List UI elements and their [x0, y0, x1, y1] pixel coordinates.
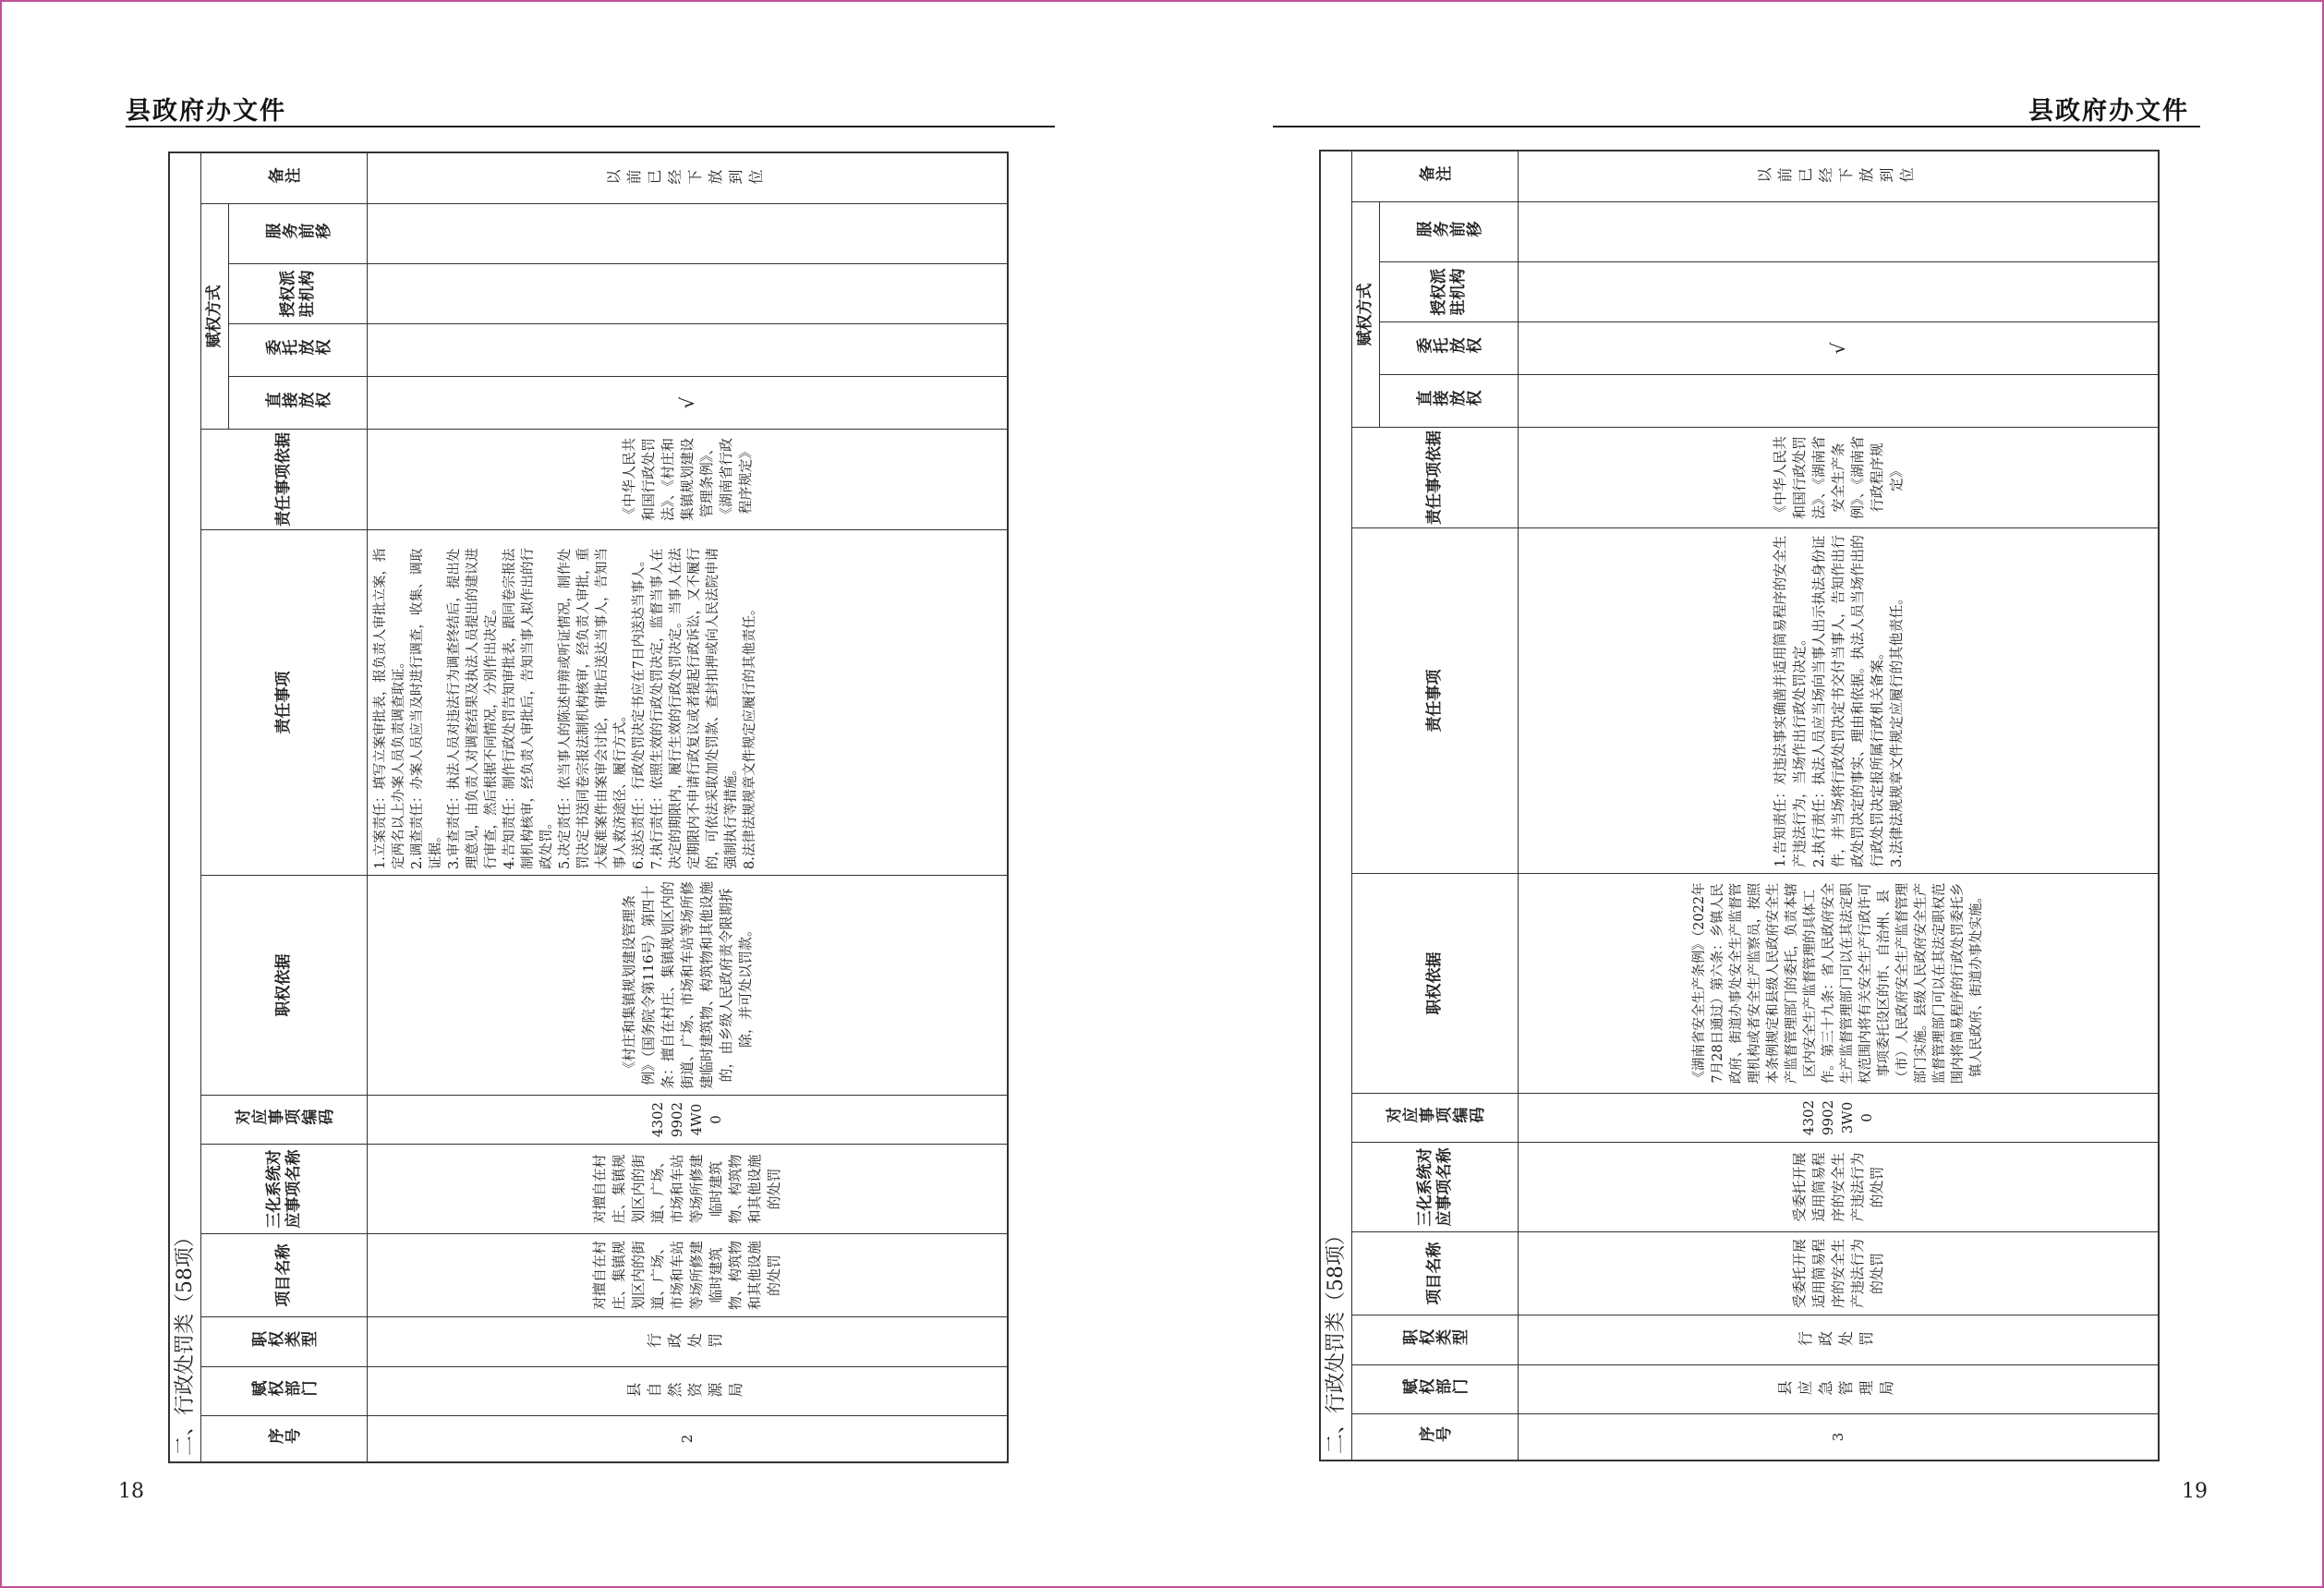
- row-mode-auth: [1519, 261, 2158, 321]
- left-header-rule: [126, 126, 1055, 127]
- col-header-mode-auth: 授权派驻机构: [1380, 261, 1519, 321]
- col-header-remark: 备注: [201, 153, 368, 203]
- row-resp: 1.立案责任：填写立案审批表，报负责人审批立案，指定两名以上办案人员负责调查取证。 2.调查责任：办案人员应当及时进行调查，收集、调取证据。 3.审查责任：执法人员对违法行为调查终结后，提出处理意见，由负责人对调查结果及执法人员提出的建议进行审查，然后根据不同情况，分别作出决定。 4.告知责任：制作行政处罚告知审批表，跟同卷宗报法制机构核审，经负责人审批后，告知当事人拟作出的行政处罚。 5.决定责任：依当事人的陈述申辩或听证情况，制作处罚决定书送同卷宗报法制机构核审，经负责人审批，重大疑难案件由案审会讨论，审批后送达当事人，告知当事人救济途径、履行方式。 6.送达责任：行政处罚决定书应在7日内送达当事人。 7.执行责任：依照生效的行政处罚决定，监督当事人在决定的期限内，履行生效的行政处罚决定。当事人在法定期限内不申请行政复议或者提起行政诉讼，又不履行的，可依法采取加处罚款、查封扣押或向人民法院申请强制执行等措施。 8.法律法规规章文件规定应履行的其他责任。: [368, 529, 1007, 875]
- col-header-name: 项目名称: [1352, 1231, 1519, 1315]
- col-header-code: 对应事项编码: [201, 1095, 368, 1144]
- row-mode-service: [1519, 201, 2158, 261]
- row-mode-direct: [1519, 374, 2158, 427]
- col-header-sys: 三化系统对应事项名称: [201, 1144, 368, 1233]
- row-mode-auth: [368, 263, 1007, 323]
- left-header-title: 县政府办文件: [126, 97, 286, 126]
- row-type: 行政处罚: [1519, 1315, 2158, 1364]
- col-header-mode-direct: 直接放权: [1380, 374, 1519, 427]
- col-header-dept: 赋权部门: [1352, 1364, 1519, 1413]
- row-resp-basis: 《中华人民共和国行政处罚法》、《湖南省安全生产条例》、《湖南省行政程序规定》: [1519, 427, 2158, 527]
- col-header-name: 项目名称: [201, 1233, 368, 1316]
- right-page-number: 19: [2182, 1480, 2208, 1503]
- row-seq: 2: [368, 1415, 1007, 1461]
- col-header-remark: 备注: [1352, 152, 1519, 201]
- col-header-mode-direct: 直接放权: [229, 376, 368, 429]
- left-table: [168, 152, 1009, 1463]
- col-header-mode-service: 服务前移: [229, 203, 368, 263]
- row-sys: 对擅自在村庄、集镇规划区内的街道、广场、市场和车站等场所修建临时建筑物、构筑物和其他设施的处罚: [368, 1144, 1007, 1233]
- left-page-number: 18: [118, 1480, 144, 1503]
- col-header-resp: 责任事项: [201, 529, 368, 875]
- col-header-mode-service: 服务前移: [1380, 201, 1519, 261]
- col-header-sys: 三化系统对应事项名称: [1352, 1142, 1519, 1231]
- col-header-seq: 序号: [201, 1415, 368, 1461]
- col-header-type: 职权类型: [201, 1316, 368, 1366]
- col-header-mode-entrust: 委托放权: [229, 323, 368, 376]
- right-table: [1319, 150, 2160, 1461]
- col-header-mode-group: 赋权方式: [201, 203, 229, 429]
- right-header-title: 县政府办文件: [2028, 97, 2189, 126]
- col-header-resp-basis: 责任事项依据: [201, 429, 368, 529]
- row-remark: 以前已经下放到位: [606, 169, 769, 187]
- row-sys: 受委托开展适用简易程序的安全生产违法行为的处罚: [1519, 1142, 2158, 1231]
- row-basis: 《湖南省安全生产条例》（2022年7月28日通过）第六条：乡镇人民政府、街道办事处安全生产监督管理机构或者安全生产监察员，按照本条例规定和县级人民政府安全生产监督管理部门的委托，负责本辖区内安全生产监督管理的具体工作。第三十九条：省人民政府安全生产监督管理部门可以在其法定职权范围内将有关安全生产行政许可事项委托设区的市、自治州、县（市）人民政府安全生产监督管理部门实施。县级人民政府安全生产监督管理部门可以在其法定职权范围内将简易程序的行政处罚委托乡镇人民政府、街道办事处实施。: [1519, 873, 2158, 1093]
- row-mode-entrust: [368, 323, 1007, 376]
- row-basis: 《村庄和集镇规划建设管理条例》（国务院令第116号）第四十条：擅自在村庄、集镇规划区内的街道、广场、市场和车站等场所修建临时建筑物、构筑物和其他设施的，由乡级人民政府责令限期拆除，并可处以罚款。: [368, 875, 1007, 1095]
- right-header-rule: [1273, 126, 2200, 127]
- col-header-basis: 职权依据: [201, 875, 368, 1095]
- row-remark: 以前已经下放到位: [1757, 167, 1919, 185]
- row-resp: 1.告知责任：对违法事实确凿并适用简易程序的安全生产违法行为，当场作出行政处罚决定。 2.执行责任：执法人员应当场向当事人出示执法身份证件，并当场将行政处罚决定书交付当事人，告知作出行政处罚决定的事实、理由和依据。执法人员当场作出的行政处罚决定报所属行政机关备案。 3.法律法规规章文件规定应履行的其他责任。: [1519, 527, 2158, 873]
- row-mode-entrust: √: [1519, 321, 2158, 374]
- col-header-basis: 职权依据: [1352, 873, 1519, 1093]
- col-header-type: 职权类型: [1352, 1315, 1519, 1364]
- right-section-title: 二、行政处罚类（58项）: [1321, 152, 1352, 1460]
- row-code: 430299024W00: [368, 1095, 1007, 1144]
- col-header-seq: 序号: [1352, 1413, 1519, 1460]
- row-type: 行政处罚: [368, 1316, 1007, 1366]
- col-header-mode-auth: 授权派驻机构: [229, 263, 368, 323]
- row-name: 受委托开展适用简易程序的安全生产违法行为的处罚: [1519, 1231, 2158, 1315]
- col-header-mode-group: 赋权方式: [1352, 201, 1380, 427]
- row-dept: 县应急管理局: [1519, 1364, 2158, 1413]
- col-header-resp: 责任事项: [1352, 527, 1519, 873]
- col-header-code: 对应事项编码: [1352, 1093, 1519, 1142]
- right-rotated-table: [1319, 150, 2160, 1461]
- row-resp-basis: 《中华人民共和国行政处罚法》、《村庄和集镇规划建设管理条例》、《湖南省行政程序规定》: [368, 429, 1007, 529]
- col-header-resp-basis: 责任事项依据: [1352, 427, 1519, 527]
- row-mode-direct: √: [368, 376, 1007, 429]
- col-header-mode-entrust: 委托放权: [1380, 321, 1519, 374]
- row-name: 对擅自在村庄、集镇规划区内的街道、广场、市场和车站等场所修建临时建筑物、构筑物和其他设施的处罚: [368, 1233, 1007, 1316]
- left-rotated-table: [168, 152, 1009, 1463]
- row-code: 430299023W00: [1519, 1093, 2158, 1142]
- row-dept: 县自然资源局: [368, 1366, 1007, 1415]
- left-section-title: 二、行政处罚类（58项）: [170, 153, 201, 1461]
- col-header-dept: 赋权部门: [201, 1366, 368, 1415]
- row-mode-service: [368, 203, 1007, 263]
- row-seq: 3: [1519, 1413, 2158, 1460]
